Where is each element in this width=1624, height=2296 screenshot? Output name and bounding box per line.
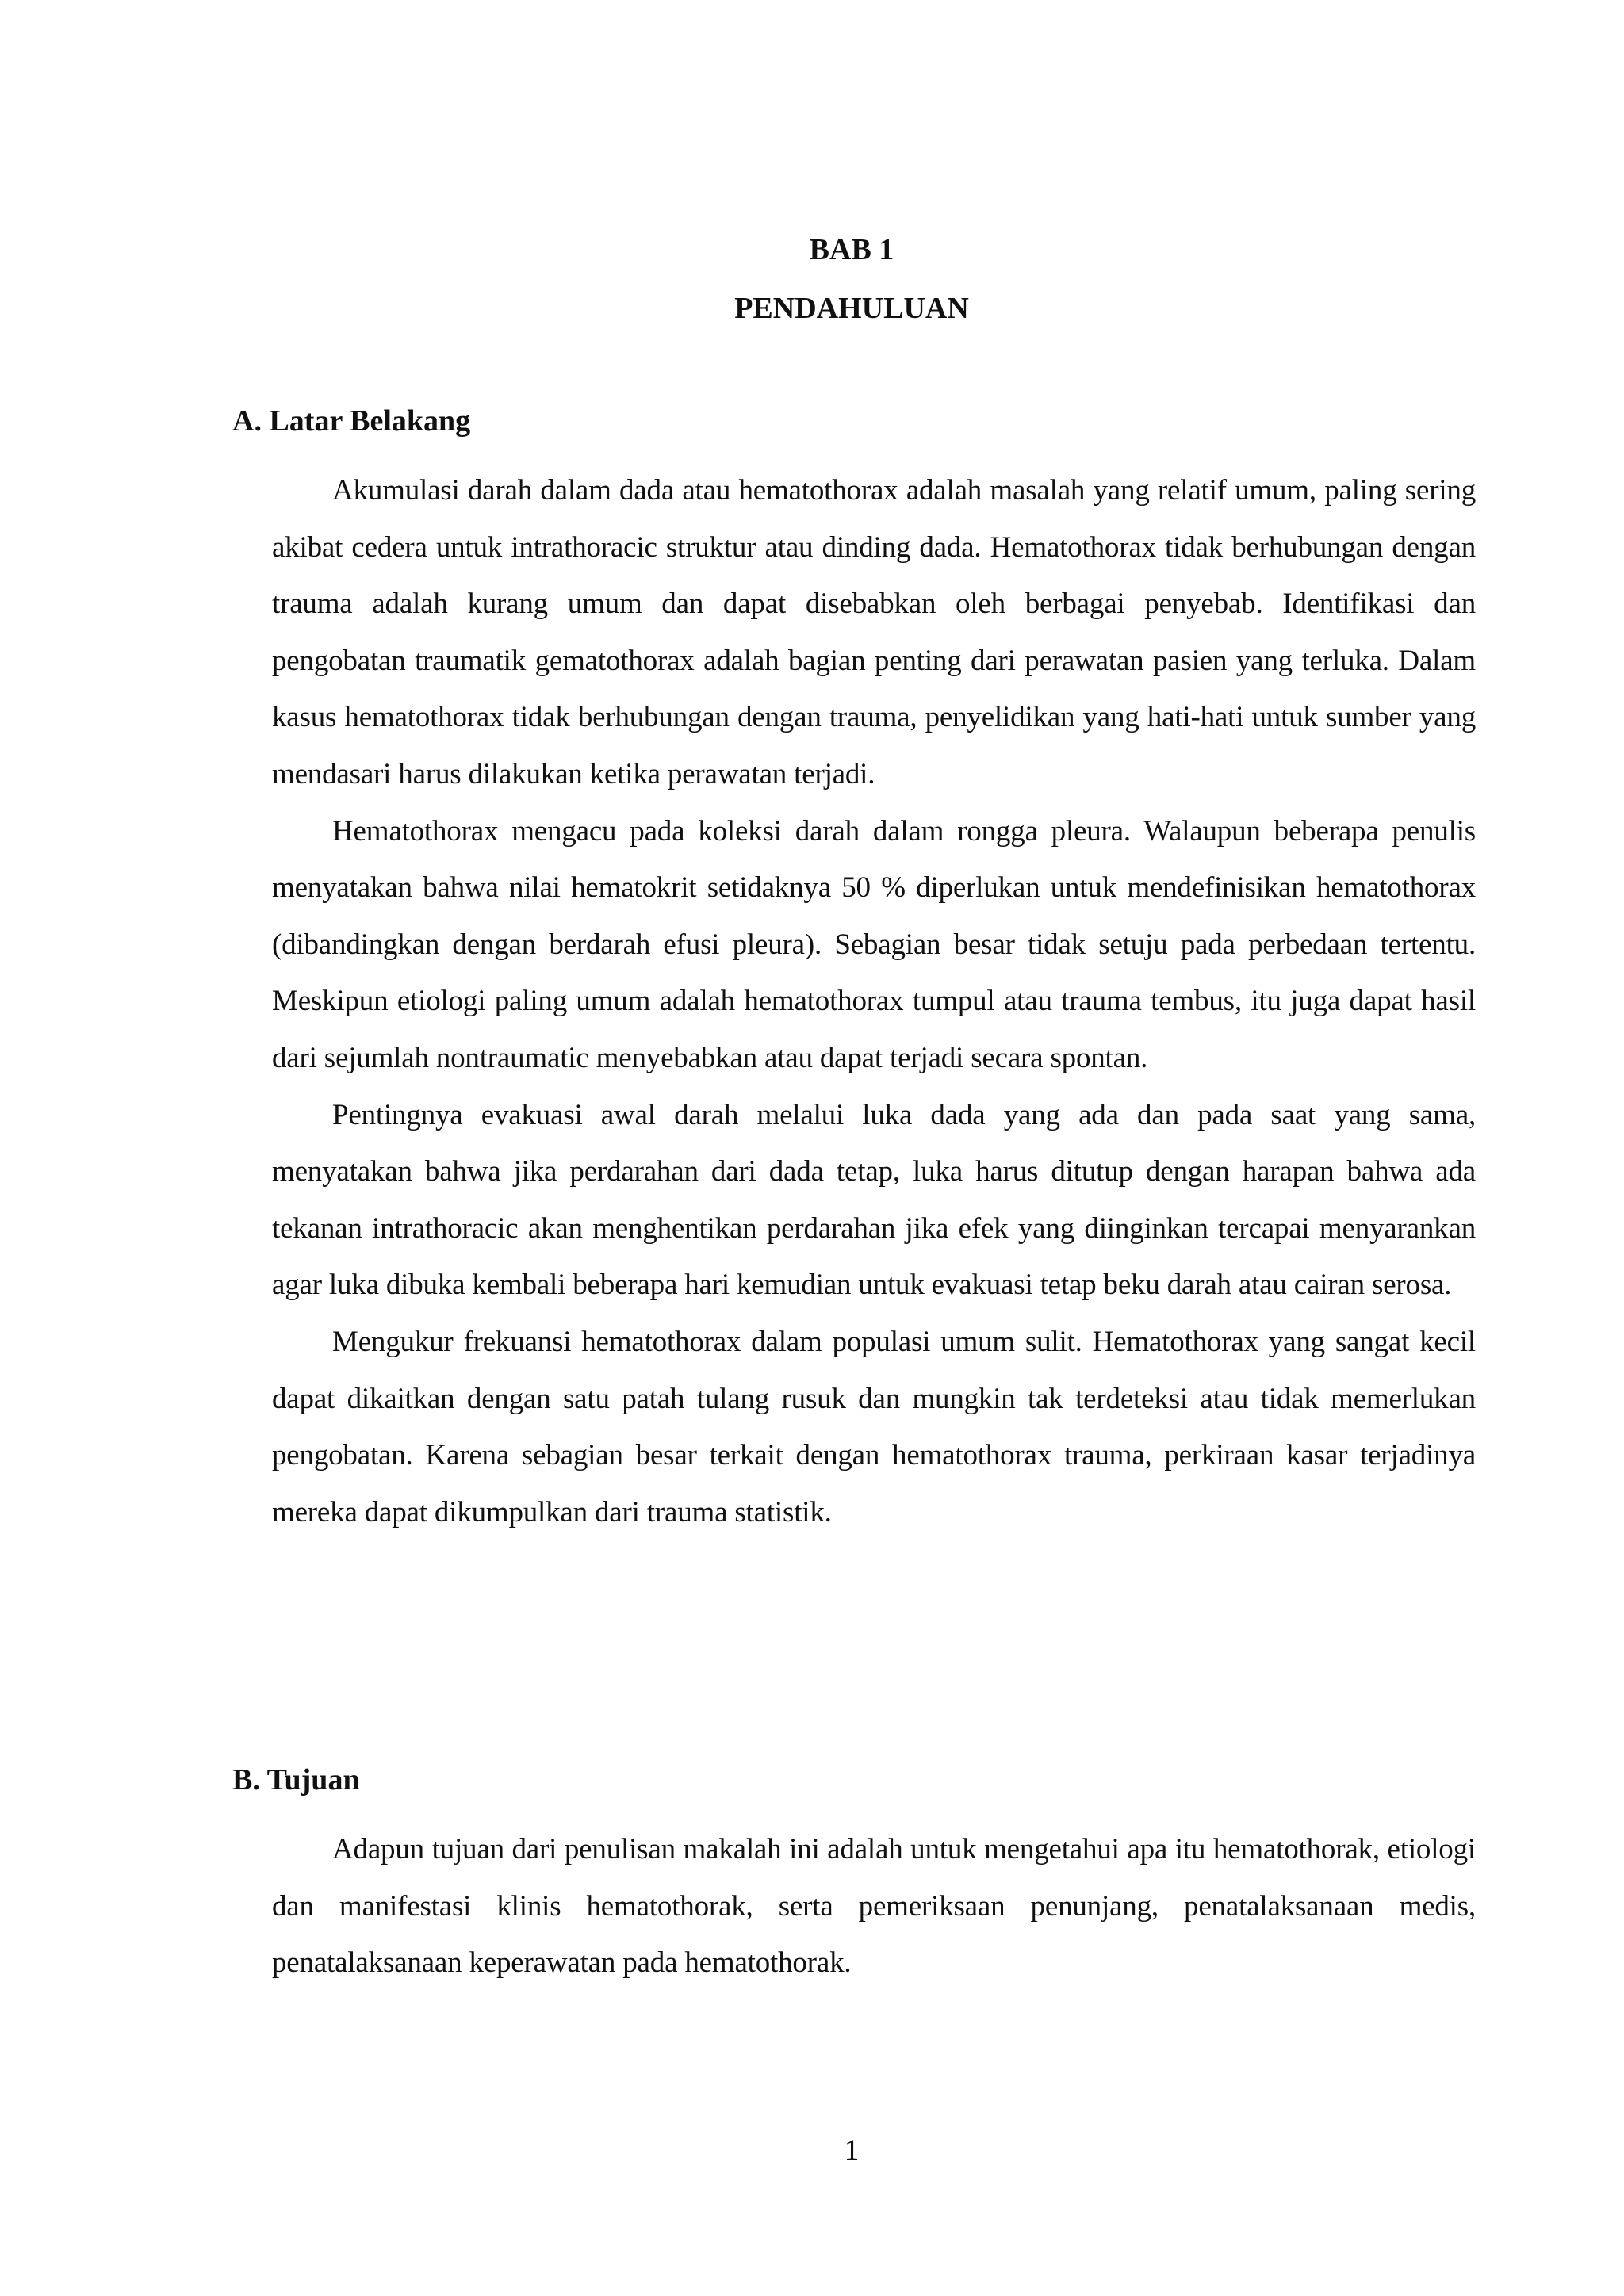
section-body-tujuan (272, 1821, 1476, 1992)
page-number: 1 (844, 2134, 860, 2167)
paragraph: Pentingnya evakuasi awal darah melalui luka dada yang ada dan pada saat yang sama, menyatakan bahwa jika perdarahan dari dada tetap, luka harus ditutup dengan harapan bahwa ada tekanan intrathoracic akan menghentikan perdarahan jika efek yang diinginkan tercapai menyarankan agar luka dibuka kembali beberapa hari kemudian untuk evakuasi tetap beku darah atau cairan serosa. (272, 1098, 1476, 1302)
section-body-latar-belakang (272, 462, 1476, 1540)
paragraph: Mengukur frekuansi hematothorax dalam populasi umum sulit. Hematothorax yang sangat kecil dapat dikaitkan dengan satu patah tulang rusuk dan mungkin tak terdeteksi atau tidak memerlukan pengobatan. Karena sebagian besar terkait dengan hematothorax trauma, perkiraan kasar terjadinya mereka dapat dikumpulkan dari trauma statistik. (272, 1325, 1476, 1529)
chapter-title: PENDAHULUAN (734, 292, 969, 325)
section-heading-latar-belakang: A. Latar Belakang (232, 404, 471, 438)
paragraph: Akumulasi darah dalam dada atau hematothorax adalah masalah yang relatif umum, paling sering akibat cedera untuk intrathoracic struktur atau dinding dada. Hematothorax tidak berhubungan dengan trauma adalah kurang umum dan dapat disebabkan oleh berbagai penyebab. Identifikasi dan pengobatan traumatik gematothorax adalah bagian penting dari perawatan pasien yang terluka. Dalam kasus hematothorax tidak berhubungan dengan trauma, penyelidikan yang hati-hati untuk sumber yang mendasari harus dilakukan ketika perawatan terjadi. (272, 474, 1476, 790)
paragraph: Adapun tujuan dari penulisan makalah ini adalah untuk mengetahui apa itu hematothorak, etiologi dan manifestasi klinis hematothorak, serta pemeriksaan penunjang, penatalaksanaan medis, penatalaksanaan keperawatan pada hematothorak. (272, 1833, 1476, 1980)
chapter-number: BAB 1 (809, 233, 894, 266)
paragraph: Hematothorax mengacu pada koleksi darah dalam rongga pleura. Walaupun beberapa penulis menyatakan bahwa nilai hematokrit setidaknya 50 % diperlukan untuk mendefinisikan hematothorax (dibandingkan dengan berdarah efusi pleura). Sebagian besar tidak setuju pada perbedaan tertentu. Meskipun etiologi paling umum adalah hematothorax tumpul atau trauma tembus, itu juga dapat hasil dari sejumlah nontraumatic menyebabkan atau dapat terjadi secara spontan. (272, 814, 1476, 1074)
section-heading-tujuan: B. Tujuan (232, 1763, 360, 1797)
